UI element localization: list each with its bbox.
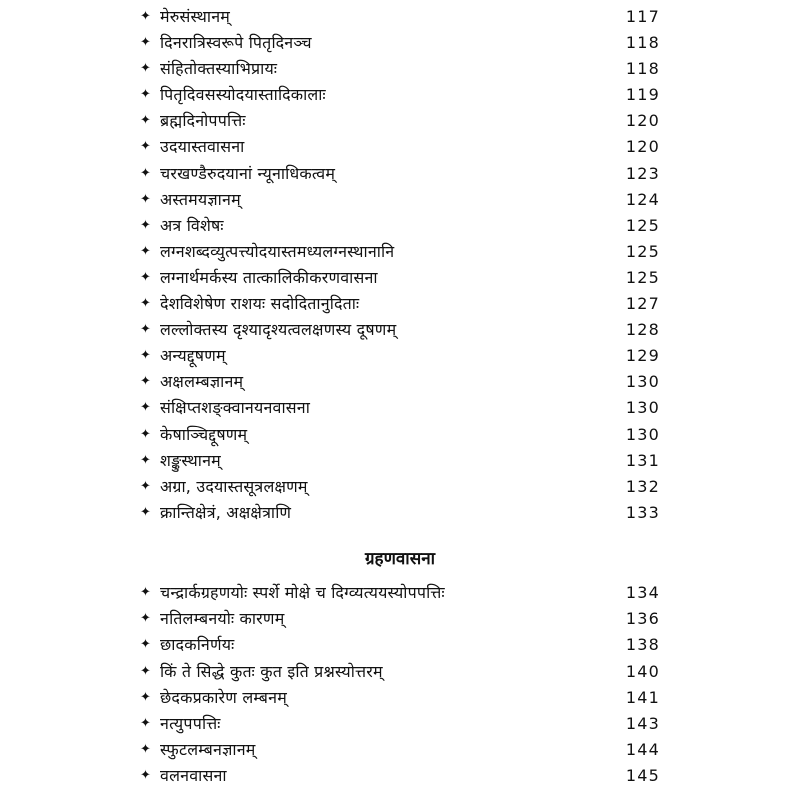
contents-entry [140,317,660,343]
entry-page-number: 130 [625,398,660,418]
entry-title: केषाञ्चिद्दूषणम् [160,424,248,444]
entry-title: लल्लोक्तस्य दृश्यादृश्यत्वलक्षणस्य दूषणम् [160,320,397,340]
entry-page-number: 143 [625,713,660,733]
bullet-icon: ✦ [140,113,151,129]
entry-title: अत्र विशेषः [160,215,224,235]
contents-entry [140,4,660,30]
contents-entry [140,580,660,606]
bullet-icon: ✦ [140,217,151,233]
entry-page-number: 132 [625,476,660,496]
contents-entry [140,606,660,632]
entry-title: स्फुटलम्बनज्ञानम् [160,740,256,760]
entry-page-number: 125 [625,241,660,261]
contents-entry [140,659,660,685]
entry-page-number: 141 [625,687,660,707]
bullet-icon: ✦ [140,585,151,600]
entry-title: संहितोक्तस्याभिप्रायः [160,59,278,79]
contents-entry [140,632,660,658]
entry-title: चन्द्रार्कग्रहणयोः स्पर्शे मोक्षे च दिग्व्यत्ययस्योपपत्तिः [160,583,445,602]
entry-page-number: 125 [625,267,660,287]
entry-page-number: 127 [625,294,660,314]
entry-page-number: 118 [625,59,660,79]
entry-title: नत्युपपत्तिः [160,713,221,733]
bullet-icon: ✦ [140,191,151,207]
contents-entry [140,265,660,291]
contents-entry [140,82,660,108]
bullet-icon: ✦ [140,374,151,390]
bullet-icon: ✦ [140,322,151,338]
entry-title: क्रान्तिक्षेत्रं, अक्षक्षेत्राणि [160,502,292,522]
entry-page-number: 144 [625,740,660,760]
entry-title: देशविशेषेण राशयः सदोदितानुदिताः [160,294,360,314]
contents-entry [140,291,660,317]
contents-entry [140,422,660,448]
bullet-icon: ✦ [140,269,151,285]
contents-entry [140,56,660,82]
entry-page-number: 125 [625,215,660,235]
bullet-icon: ✦ [140,452,151,468]
bullet-icon: ✦ [140,296,151,312]
entry-page-number: 130 [625,424,660,444]
contents-list-2 [140,580,660,790]
contents-entry [140,474,660,500]
section-heading: ग्रहणवासना [364,549,436,569]
entry-title: छेदकप्रकारेण लम्बनम् [160,687,287,707]
entry-title: वलनवासना [160,766,227,786]
bullet-icon: ✦ [140,504,151,520]
entry-page-number: 124 [625,189,660,209]
entry-title: अस्तमयज्ञानम् [160,189,241,209]
entry-page-number: 133 [625,502,660,522]
contents-entry [140,213,660,239]
bullet-icon: ✦ [140,9,151,24]
entry-page-number: 123 [625,163,660,183]
contents-entry [140,187,660,213]
contents-entry [140,711,660,737]
entry-page-number: 118 [625,33,660,53]
entry-title: लग्नार्थमर्कस्य तात्कालिकीकरणवासना [160,267,378,287]
contents-entry [140,161,660,187]
entry-page-number: 131 [625,450,660,470]
entry-title: छादकनिर्णयः [160,635,235,655]
contents-entry [140,448,660,474]
entry-title: अक्षलम्बज्ञानम् [160,372,244,392]
entry-title: दिनरात्रिस्वरूपे पितृदिनञ्च [160,33,312,53]
bullet-icon: ✦ [140,426,151,442]
bullet-icon: ✦ [140,689,151,705]
entry-title: लग्नशब्दव्युत्पत्त्योदयास्तमध्यलग्नस्थानानि [160,241,395,261]
bullet-icon: ✦ [140,400,151,416]
entry-page-number: 129 [625,346,660,366]
bullet-icon: ✦ [140,87,151,103]
entry-page-number: 120 [625,111,660,131]
entry-page-number: 120 [625,137,660,157]
entry-title: शङ्कुस्थानम् [160,450,221,470]
entry-page-number: 130 [625,372,660,392]
bullet-icon: ✦ [140,348,151,364]
entry-title: मेरुसंस्थानम् [160,7,231,26]
entry-title: अन्यद्दूषणम् [160,346,226,366]
contents-entry [140,685,660,711]
contents-entry [140,30,660,56]
entry-page-number: 134 [625,583,660,602]
entry-page-number: 128 [625,320,660,340]
entry-title: चरखण्डैरुदयानां न्यूनाधिकत्वम् [160,163,336,183]
entry-title: अग्रा, उदयास्तसूत्रलक्षणम् [160,476,308,496]
bullet-icon: ✦ [140,165,151,181]
entry-title: नतिलम्बनयोः कारणम् [160,609,285,629]
bullet-icon: ✦ [140,35,151,51]
bullet-icon: ✦ [140,243,151,259]
contents-list-1 [140,4,660,526]
entry-title: संक्षिप्तशङ्क्वानयनवासना [160,398,311,418]
bullet-icon: ✦ [140,478,151,494]
contents-entry [140,134,660,160]
bullet-icon: ✦ [140,768,151,784]
bullet-icon: ✦ [140,715,151,731]
entry-title: ब्रह्मदिनोपपत्तिः [160,111,246,131]
contents-entry [140,108,660,134]
bullet-icon: ✦ [140,742,151,758]
entry-page-number: 119 [625,85,660,105]
contents-entry [140,239,660,265]
entry-page-number: 117 [625,7,660,26]
contents-entry [140,395,660,421]
entry-title: किं ते सिद्धे कुतः कुत इति प्रश्नस्योत्तरम् [160,661,383,681]
bullet-icon: ✦ [140,61,151,77]
bullet-icon: ✦ [140,663,151,679]
bullet-icon: ✦ [140,637,151,653]
bullet-icon: ✦ [140,611,151,627]
contents-entry [140,737,660,763]
bullet-icon: ✦ [140,139,151,155]
entry-page-number: 140 [625,661,660,681]
entry-title: पितृदिवसस्योदयास्तादिकालाः [160,85,326,105]
contents-entry [140,343,660,369]
entry-page-number: 138 [625,635,660,655]
entry-page-number: 145 [625,766,660,786]
entry-title: उदयास्तवासना [160,137,245,157]
contents-entry [140,369,660,395]
contents-entry [140,763,660,789]
contents-entry [140,500,660,526]
entry-page-number: 136 [625,609,660,629]
